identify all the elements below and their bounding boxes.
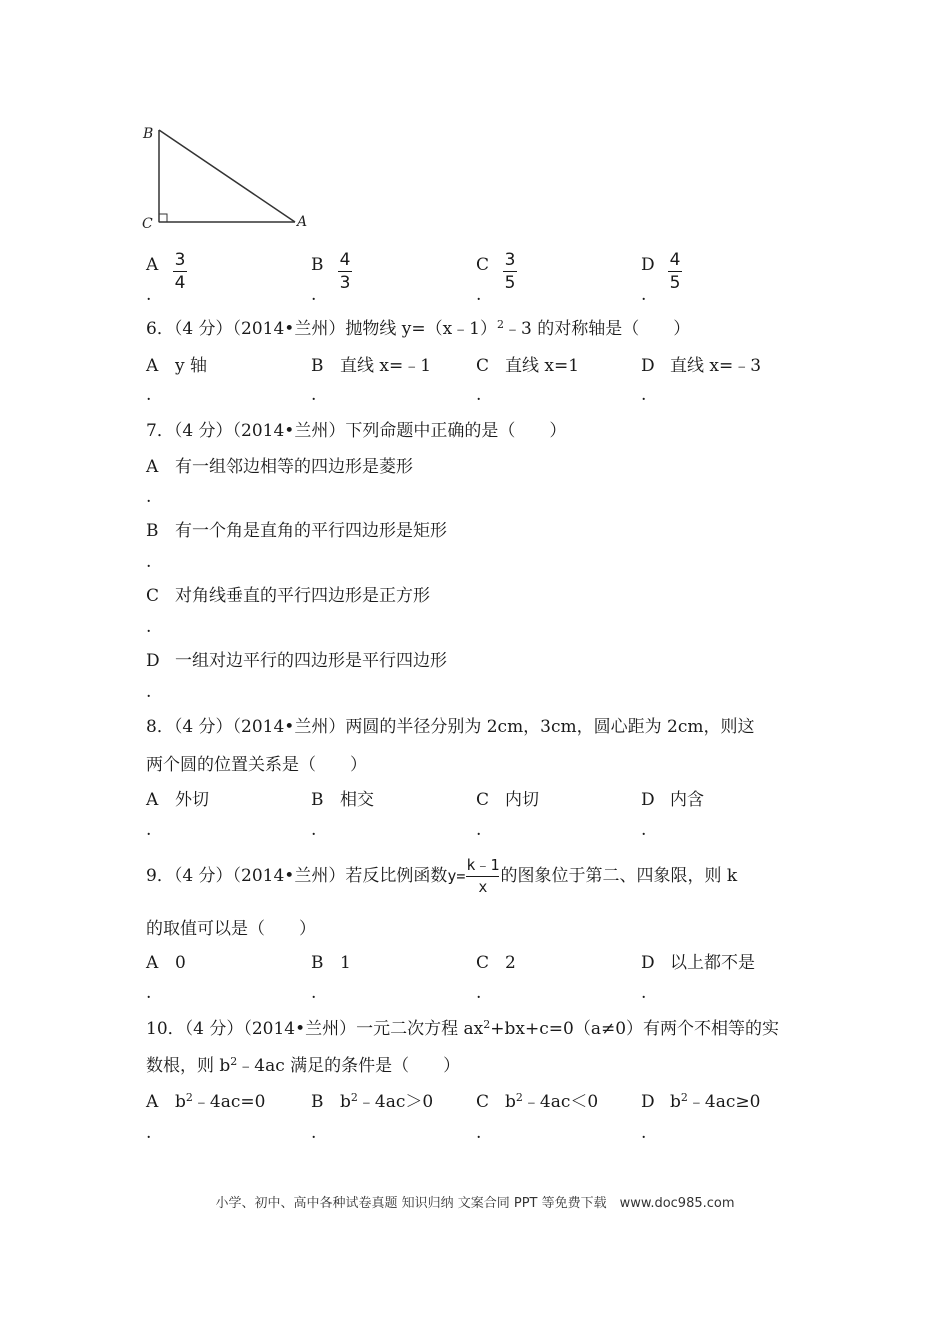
option-dot: .: [146, 617, 152, 637]
q5-option-d-fraction: [668, 250, 682, 293]
option-dot: .: [641, 983, 647, 1003]
q8-option-b-text: 相交: [340, 790, 374, 810]
option-dot: .: [311, 983, 317, 1003]
q10-stem-line2-text: 数根，则 b: [146, 1056, 231, 1076]
q9-option-a-text: 0: [175, 953, 186, 973]
q9-stem-line2: 的取值可以是（ ）: [146, 919, 316, 939]
q10-option-c-letter: C: [476, 1092, 490, 1112]
superscript: 2: [230, 1055, 238, 1068]
option-dot: .: [146, 820, 152, 840]
q7-option-a-text: 有一组邻边相等的四边形是菱形: [175, 457, 413, 477]
option-text: b: [670, 1092, 681, 1112]
q9-option-a-letter: A: [146, 953, 159, 973]
fraction-bar: [338, 271, 352, 272]
q10-option-a-text: [175, 1091, 265, 1113]
option-dot: .: [146, 552, 152, 572]
option-text: b: [505, 1092, 516, 1112]
fraction-numerator: 3: [504, 250, 516, 270]
q10-stem-text-end: +bx+c=0（a≠0）有两个不相等的实: [490, 1019, 780, 1039]
q10-option-c-text: [505, 1091, 598, 1113]
q9-option-c-letter: C: [476, 953, 490, 973]
option-dot: .: [311, 1123, 317, 1143]
option-dot: .: [311, 820, 317, 840]
q10-option-a-letter: A: [146, 1092, 159, 1112]
superscript: 2: [515, 1091, 523, 1104]
superscript: 2: [496, 318, 504, 331]
option-dot: .: [146, 285, 152, 305]
q8-option-a-text: 外切: [175, 790, 209, 810]
vertex-label-a: A: [297, 214, 308, 230]
q9-option-d-text: 以上都不是: [670, 953, 755, 973]
fraction-denominator: 4: [174, 273, 186, 293]
q6-stem-text: 6．（4 分）（2014•兰州）抛物线 y=（x﹣1）: [146, 319, 497, 339]
q10-stem-line1: [146, 1018, 779, 1040]
q7-option-b-text: 有一个角是直角的平行四边形是矩形: [175, 521, 447, 541]
q7-option-a-letter: A: [146, 457, 159, 477]
fraction-denominator: 5: [669, 273, 681, 293]
q10-stem-text: 10．（4 分）（2014•兰州）一元二次方程 ax: [146, 1019, 484, 1039]
q6-option-c-letter: C: [476, 356, 490, 376]
option-dot: .: [146, 983, 152, 1003]
option-dot: .: [641, 820, 647, 840]
fraction-numerator: 4: [669, 250, 681, 270]
right-triangle-figure: [140, 118, 315, 233]
q8-option-d-letter: D: [641, 790, 655, 810]
fraction-denominator: x: [478, 878, 488, 896]
superscript: 2: [185, 1091, 193, 1104]
q5-option-a-letter: A: [146, 255, 159, 275]
option-dot: .: [146, 487, 152, 507]
q5-option-c-letter: C: [476, 255, 490, 275]
q7-stem: 7．（4 分）（2014•兰州）下列命题中正确的是（ ）: [146, 421, 567, 441]
q9-option-b-letter: B: [311, 953, 324, 973]
q5-option-a-fraction: [173, 250, 187, 293]
fraction-bar: [173, 271, 187, 272]
superscript: 2: [483, 1018, 491, 1031]
fraction-bar: [668, 271, 682, 272]
fraction-bar: [466, 876, 499, 877]
q7-option-c-letter: C: [146, 586, 160, 606]
q8-option-d-text: 内含: [670, 790, 704, 810]
q8-option-a-letter: A: [146, 790, 159, 810]
q8-option-b-letter: B: [311, 790, 324, 810]
option-dot: .: [476, 983, 482, 1003]
fraction-numerator: 4: [339, 250, 351, 270]
option-dot: .: [641, 1123, 647, 1143]
q9-stem-text: 9．（4 分）（2014•兰州）若反比例函数: [146, 866, 448, 886]
option-dot: .: [476, 285, 482, 305]
superscript: 2: [680, 1091, 688, 1104]
option-text-end: ﹣4ac＞0: [357, 1092, 434, 1112]
q6-stem: [146, 318, 690, 340]
q6-option-c-text: 直线 x=1: [505, 356, 580, 376]
q8-stem-line2: 两个圆的位置关系是（ ）: [146, 755, 367, 775]
option-dot: .: [641, 285, 647, 305]
q5-option-d-letter: D: [641, 255, 655, 275]
q10-option-d-text: [670, 1091, 760, 1113]
q6-option-d-text: 直线 x=﹣3: [670, 356, 762, 376]
fraction-denominator: 5: [504, 273, 516, 293]
fraction-bar: [503, 271, 517, 272]
option-text-end: ﹣4ac＜0: [522, 1092, 599, 1112]
q10-stem-line2: [146, 1055, 460, 1077]
q9-option-b-text: 1: [340, 953, 351, 973]
option-dot: .: [146, 1123, 152, 1143]
q7-option-c-text: 对角线垂直的平行四边形是正方形: [175, 586, 430, 606]
option-dot: .: [476, 385, 482, 405]
q8-option-c-letter: C: [476, 790, 490, 810]
right-angle-mark: [159, 214, 167, 222]
q10-stem-line2-text-end: ﹣4ac 满足的条件是（ ）: [237, 1056, 461, 1076]
q9-stem-text-end: 的图象位于第二、四象限，则 k: [500, 866, 738, 886]
option-dot: .: [146, 682, 152, 702]
page-footer: 小学、初中、高中各种试卷真题 知识归纳 文案合同 PPT 等免费下载 www.doc985.com: [215, 1196, 735, 1211]
q10-option-d-letter: D: [641, 1092, 655, 1112]
option-dot: .: [311, 285, 317, 305]
q9-stem: [146, 852, 737, 900]
vertex-label-b: B: [143, 126, 154, 142]
option-text: b: [175, 1092, 186, 1112]
option-dot: .: [476, 1123, 482, 1143]
q6-option-a-letter: A: [146, 356, 159, 376]
q9-function-fraction: [466, 857, 499, 896]
q6-stem-text-end: ﹣3 的对称轴是（ ）: [503, 319, 691, 339]
q9-option-c-text: 2: [505, 953, 516, 973]
triangle-side-ab: [159, 130, 295, 222]
q10-option-b-letter: B: [311, 1092, 324, 1112]
option-text-end: ﹣4ac=0: [192, 1092, 266, 1112]
q8-stem-line1: 8．（4 分）（2014•兰州）两圆的半径分别为 2cm，3cm，圆心距为 2cm，则这: [146, 717, 755, 737]
q5-option-c-fraction: [503, 250, 517, 293]
option-text-end: ﹣4ac≥0: [687, 1092, 761, 1112]
q9-function-lhs: y=: [447, 867, 466, 885]
option-dot: .: [311, 385, 317, 405]
option-dot: .: [641, 385, 647, 405]
q6-option-d-letter: D: [641, 356, 655, 376]
q8-option-c-text: 内切: [505, 790, 539, 810]
option-dot: .: [476, 820, 482, 840]
q5-option-b-letter: B: [311, 255, 324, 275]
q7-option-d-letter: D: [146, 651, 160, 671]
q7-option-d-text: 一组对边平行的四边形是平行四边形: [175, 651, 447, 671]
q6-option-a-text: y 轴: [175, 356, 208, 376]
fraction-denominator: 3: [339, 273, 351, 293]
q7-option-b-letter: B: [146, 521, 159, 541]
q6-option-b-letter: B: [311, 356, 324, 376]
fraction-numerator: k﹣1: [466, 856, 500, 874]
q10-option-b-text: [340, 1091, 433, 1113]
superscript: 2: [350, 1091, 358, 1104]
q5-option-b-fraction: [338, 250, 352, 293]
vertex-label-c: C: [142, 216, 153, 232]
q6-option-b-text: 直线 x=﹣1: [340, 356, 432, 376]
option-text: b: [340, 1092, 351, 1112]
option-dot: .: [146, 385, 152, 405]
q9-option-d-letter: D: [641, 953, 655, 973]
fraction-numerator: 3: [174, 250, 186, 270]
